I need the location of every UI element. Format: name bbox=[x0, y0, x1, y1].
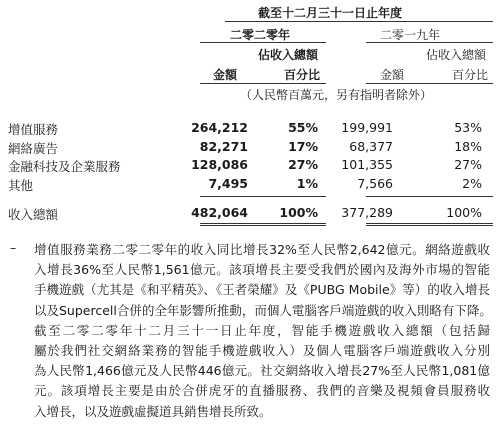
col-amount-2019: 金額 bbox=[380, 68, 405, 82]
paragraph-line: 為人民幣1,466億元及人民幣446億元。社交網絡收入增長27%至人民幣1,081億 bbox=[34, 363, 490, 379]
amount-2019: 7,566 bbox=[357, 176, 393, 191]
subtotal-line-2020 bbox=[200, 196, 326, 197]
paragraph-line: 入增長36%至人民幣1,561億元。該項增長主要受我們於國內及海外市場的智能 bbox=[34, 262, 490, 278]
period-header: 截至十二月三十一日止年度 bbox=[258, 6, 403, 20]
unit-note: （人民幣百萬元，另有指明者除外） bbox=[240, 88, 433, 102]
col-underline-2019 bbox=[366, 83, 493, 84]
amount-2020: 7,495 bbox=[208, 176, 248, 191]
amount-2019: 101,355 bbox=[341, 157, 393, 172]
pct-2019: 53% bbox=[454, 120, 482, 135]
paragraph-line: 屬於我們社交網絡業務的智能手機遊戲收入）及個人電腦客戶端遊戲收入分別 bbox=[34, 343, 490, 359]
row-label: 網絡廣告 bbox=[8, 141, 59, 156]
period-underline bbox=[225, 21, 493, 22]
col-pct-2019: 百分比 bbox=[452, 68, 489, 82]
paragraph-line: 以及Supercell合併的全年影響所推動，而個人電腦客戶端遊戲的收入則略有下降。 bbox=[34, 302, 492, 318]
pct-2020: 27% bbox=[288, 157, 318, 172]
year-2020-underline bbox=[200, 42, 326, 43]
total-double-line-2019 bbox=[366, 223, 493, 226]
paragraph-line: 截至二零二零年十二月三十一日止年度，智能手機遊戲收入總額（包括歸 bbox=[34, 322, 490, 338]
paragraph-line: 入增長，以及遊戲虛擬道具銷售增長所致。 bbox=[34, 403, 272, 419]
pct-2019: 2% bbox=[462, 176, 482, 191]
total-label: 收入總額 bbox=[8, 207, 59, 222]
pct-header-2020: 佔收入總額 bbox=[258, 48, 319, 62]
pct-2020: 1% bbox=[296, 176, 318, 191]
amount-2019: 199,991 bbox=[341, 120, 393, 135]
amount-2020: 128,086 bbox=[191, 157, 248, 172]
col-amount-2020: 金額 bbox=[213, 68, 238, 82]
row-label: 其他 bbox=[8, 178, 34, 193]
amount-2019: 68,377 bbox=[349, 139, 393, 154]
pct-2019: 18% bbox=[454, 139, 482, 154]
paragraph-line: 元。該項增長主要是由於合併虎牙的直播服務、我們的音樂及視頻會員服務收 bbox=[34, 383, 490, 399]
year-2019-underline bbox=[366, 42, 493, 43]
col-pct-2020: 百分比 bbox=[284, 68, 321, 82]
total-amount-2020: 482,064 bbox=[191, 205, 248, 220]
row-label: 增值服務 bbox=[8, 122, 59, 137]
pct-header-2019: 佔收入總額 bbox=[426, 48, 487, 62]
commentary-paragraph bbox=[34, 240, 490, 422]
col-underline-2020 bbox=[200, 83, 326, 84]
paragraph-line: 手機遊戲（尤其是《和平精英》、《王者榮耀》及《PUBG Mobile》等）的收入增長 bbox=[34, 282, 490, 298]
total-pct-2019: 100% bbox=[446, 205, 482, 220]
row-label: 金融科技及企業服務 bbox=[8, 159, 121, 174]
total-double-line-2020 bbox=[200, 223, 326, 226]
subtotal-line-2019 bbox=[366, 196, 493, 197]
paragraph-line: 增值服務業務二零二零年的收入同比增長32%至人民幣2,642億元。網絡遊戲收 bbox=[34, 242, 490, 257]
year-2019-header: 二零一九年 bbox=[380, 28, 441, 42]
year-2020-header: 二零二零年 bbox=[230, 28, 291, 42]
pct-2019: 27% bbox=[454, 157, 482, 172]
total-amount-2019: 377,289 bbox=[341, 205, 393, 220]
total-pct-2020: 100% bbox=[279, 205, 318, 220]
pct-2020: 55% bbox=[288, 120, 318, 135]
bullet-dash: – bbox=[10, 240, 17, 255]
amount-2020: 82,271 bbox=[199, 139, 248, 154]
amount-2020: 264,212 bbox=[191, 120, 248, 135]
pct-2020: 17% bbox=[288, 139, 318, 154]
